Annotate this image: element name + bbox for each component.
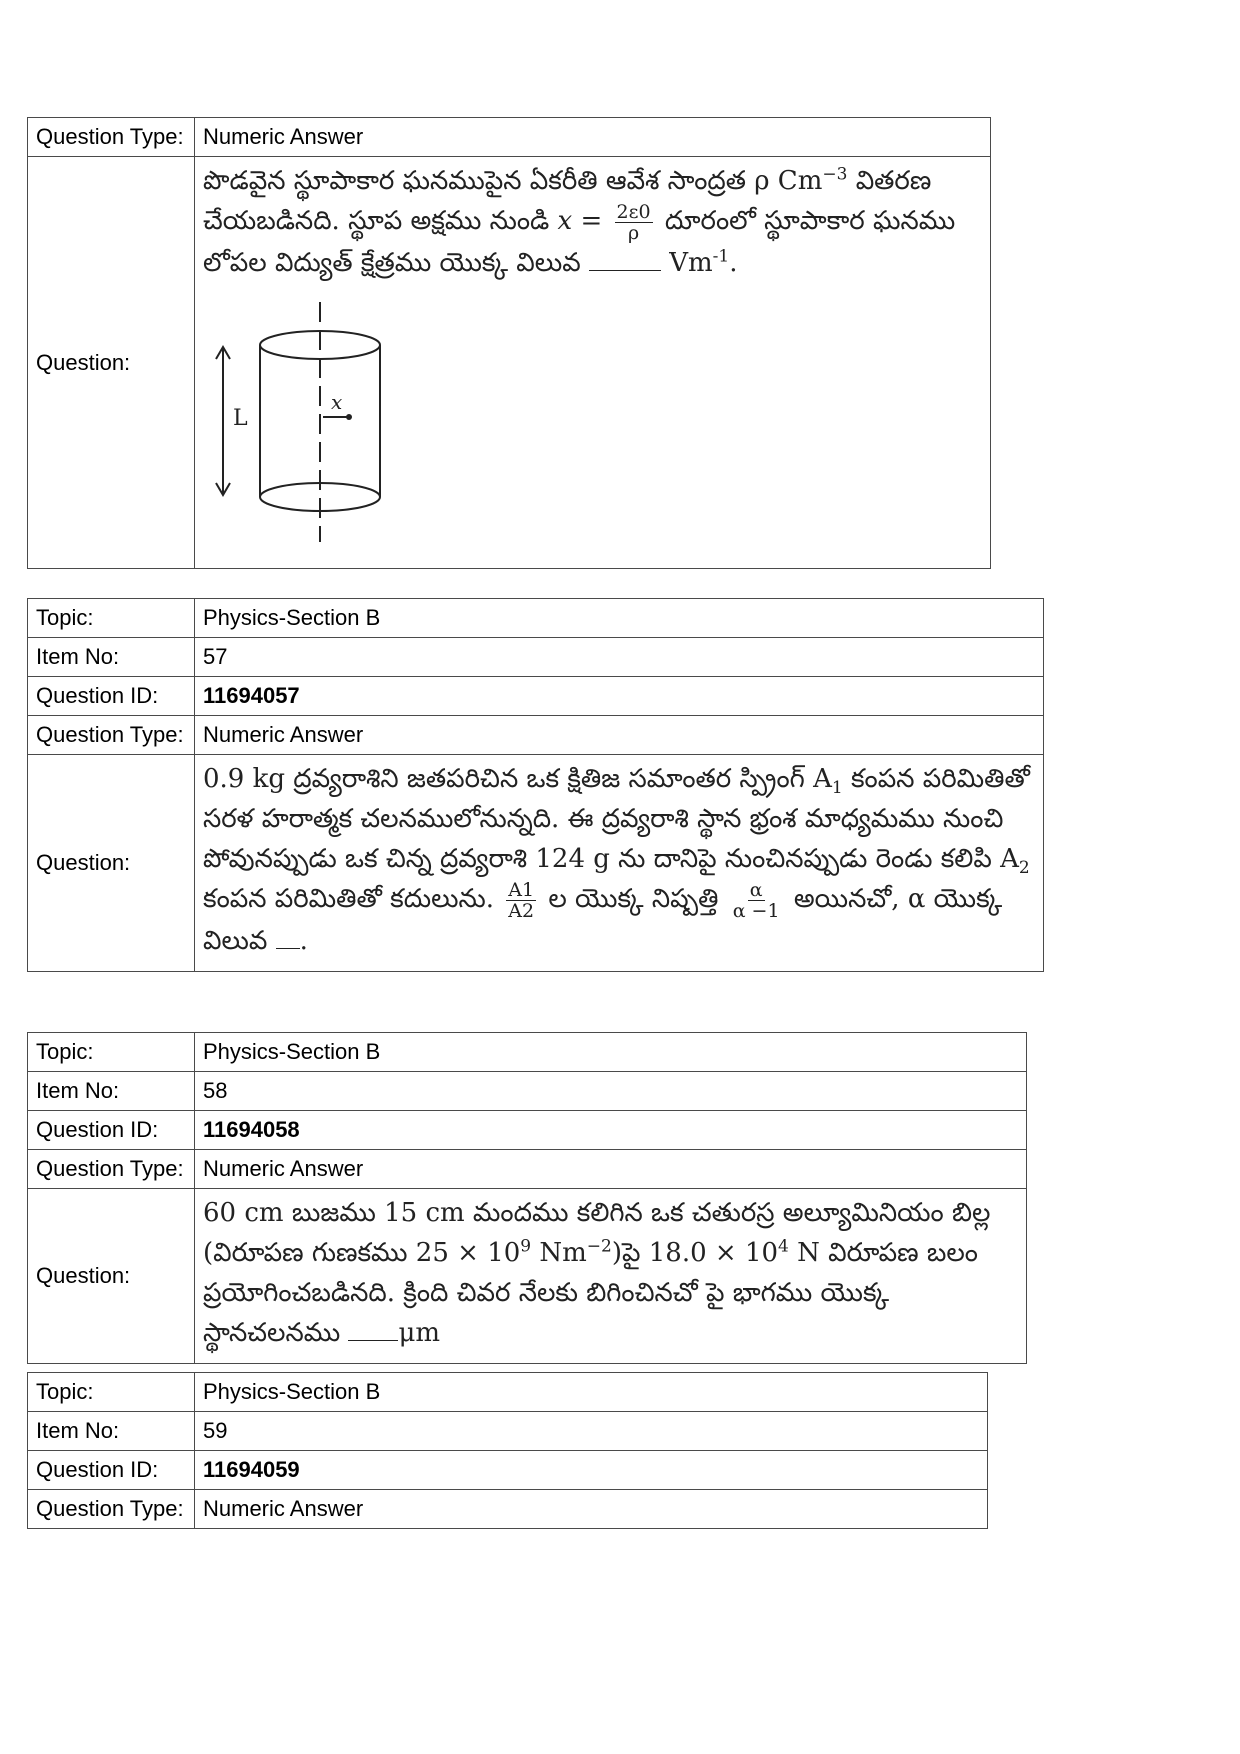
question-table-57	[27, 598, 1044, 972]
question-text-part: వితరణ చేయబడినది. స్థూప అక్షము నుండి	[203, 166, 932, 236]
question-text-part: ల యొక్క నిష్పత్తి	[548, 884, 719, 914]
question-label: Question:	[28, 1189, 195, 1364]
question-text	[195, 1189, 1027, 1364]
rho-symbol: ρ	[754, 166, 770, 196]
x-variable: x =	[557, 206, 603, 236]
question-id-label: Question ID:	[28, 1111, 195, 1150]
unit: μm	[398, 1318, 441, 1348]
item-no-row	[28, 1412, 988, 1451]
question-table-56	[27, 117, 991, 569]
question-type-row	[28, 716, 1044, 755]
radius-dot	[346, 414, 352, 420]
fraction	[731, 880, 782, 921]
question-text-part: N విరూపణ బలం ప్రయోగించబడినది. క్రింది చివర నేలకు బిగించినచో పై భాగము యొక్క స్థానచలనము	[203, 1238, 978, 1348]
unit: Cm	[777, 166, 823, 196]
question-text-part: 0.9 kg ద్రవ్యరాశిని జతపరిచిన ఒక క్షితిజ సమాంతర స్ప్రింగ్	[203, 764, 805, 794]
answer-blank	[348, 1340, 398, 1341]
question-row	[28, 1189, 1027, 1364]
question-id-row	[28, 677, 1044, 716]
question-text-part: కంపన పరిమితితో సరళ హరాత్మక చలనములోనున్నది. ఈ ద్రవ్యరాశి స్థాన భ్రంశ మాధ్యమము నుంచి పోవునప్పుడు ఒక చిన్న ద్రవ్యరాశి 124 g ను దానిపై నుంచినప్పుడు రెండు కలిపి	[203, 764, 1030, 874]
question-type-value: Numeric Answer	[195, 1490, 988, 1529]
fraction	[506, 880, 536, 921]
question-text-part: కంపన పరిమితితో కదులును.	[203, 884, 495, 914]
question-text-part: )పై 18.0 × 10	[611, 1238, 779, 1268]
cylinder-figure	[203, 297, 403, 547]
question-table-58	[27, 1032, 1027, 1364]
fraction-numerator: α	[749, 878, 763, 901]
period: .	[729, 247, 738, 278]
topic-row	[28, 1033, 1027, 1072]
question-text-part: దూరంలో స్థూపాకార ఘనము లోపల విద్యుత్ క్షేత్రము యొక్క విలువ	[203, 206, 956, 278]
question-type-value: Numeric Answer	[195, 1150, 1027, 1189]
unit: Vm	[669, 247, 713, 278]
question-table-59	[27, 1372, 988, 1529]
figure-L-label: L	[233, 405, 248, 431]
question-type-row	[28, 1490, 988, 1529]
item-no-label: Item No:	[28, 1072, 195, 1111]
question-row	[28, 157, 991, 569]
question-id-value: 11694058	[195, 1111, 1027, 1150]
topic-row	[28, 1373, 988, 1412]
question-text	[195, 755, 1044, 972]
question-type-value: Numeric Answer	[195, 118, 991, 157]
answer-blank	[276, 948, 300, 949]
symbol-A2: A	[1000, 844, 1019, 874]
question-type-label: Question Type:	[28, 118, 195, 157]
question-id-value: 11694059	[195, 1451, 988, 1490]
exponent: −2	[586, 1236, 612, 1257]
fraction-denominator: A2	[508, 899, 535, 922]
exponent: -1	[712, 245, 730, 266]
subscript: 1	[831, 778, 843, 799]
question-id-value: 11694057	[195, 677, 1044, 716]
exponent: 9	[520, 1236, 532, 1257]
question-id-row	[28, 1111, 1027, 1150]
question-label: Question:	[28, 755, 195, 972]
period: .	[299, 925, 308, 956]
symbol-A1: A	[813, 764, 832, 794]
fraction-denominator: ρ	[627, 221, 640, 244]
figure-x-label: x	[331, 389, 343, 414]
item-no-row	[28, 1072, 1027, 1111]
item-no-row	[28, 638, 1044, 677]
question-type-label: Question Type:	[28, 1150, 195, 1189]
topic-value: Physics-Section B	[195, 599, 1044, 638]
question-type-label: Question Type:	[28, 1490, 195, 1529]
fraction-numerator: 2ε0	[616, 200, 651, 223]
fraction-numerator: A1	[508, 878, 535, 901]
topic-row	[28, 599, 1044, 638]
question-text	[195, 157, 991, 569]
topic-value: Physics-Section B	[195, 1373, 988, 1412]
question-row	[28, 755, 1044, 972]
question-type-value: Numeric Answer	[195, 716, 1044, 755]
item-no-value: 59	[195, 1412, 988, 1451]
subscript: 2	[1018, 858, 1030, 879]
item-no-label: Item No:	[28, 638, 195, 677]
topic-value: Physics-Section B	[195, 1033, 1027, 1072]
item-no-label: Item No:	[28, 1412, 195, 1451]
exponent: 4	[778, 1236, 789, 1257]
topic-label: Topic:	[28, 599, 195, 638]
fraction	[615, 202, 653, 243]
exponent: −3	[822, 164, 848, 185]
question-id-label: Question ID:	[28, 1451, 195, 1490]
topic-label: Topic:	[28, 1033, 195, 1072]
question-id-row	[28, 1451, 988, 1490]
answer-blank	[589, 270, 661, 271]
question-type-row	[28, 1150, 1027, 1189]
question-text-part: పొడవైన స్థూపాకార ఘనముపైన ఏకరీతి ఆవేశ సాంద్రత	[203, 166, 746, 196]
item-no-value: 58	[195, 1072, 1027, 1111]
question-label: Question:	[28, 157, 195, 569]
topic-label: Topic:	[28, 1373, 195, 1412]
question-text-part: 60 cm బుజము 15 cm మందము కలిగిన ఒక చతురస్ర అల్యూమినియం బిల్ల (విరూపణ గుణకము 25 × 10	[203, 1198, 991, 1268]
question-type-label: Question Type:	[28, 716, 195, 755]
fraction-denominator: α −1	[732, 899, 780, 922]
question-type-row	[28, 118, 991, 157]
item-no-value: 57	[195, 638, 1044, 677]
question-id-label: Question ID:	[28, 677, 195, 716]
question-text-part: అయినచో, α యొక్క విలువ	[203, 884, 1003, 956]
unit: Nm	[539, 1238, 587, 1268]
